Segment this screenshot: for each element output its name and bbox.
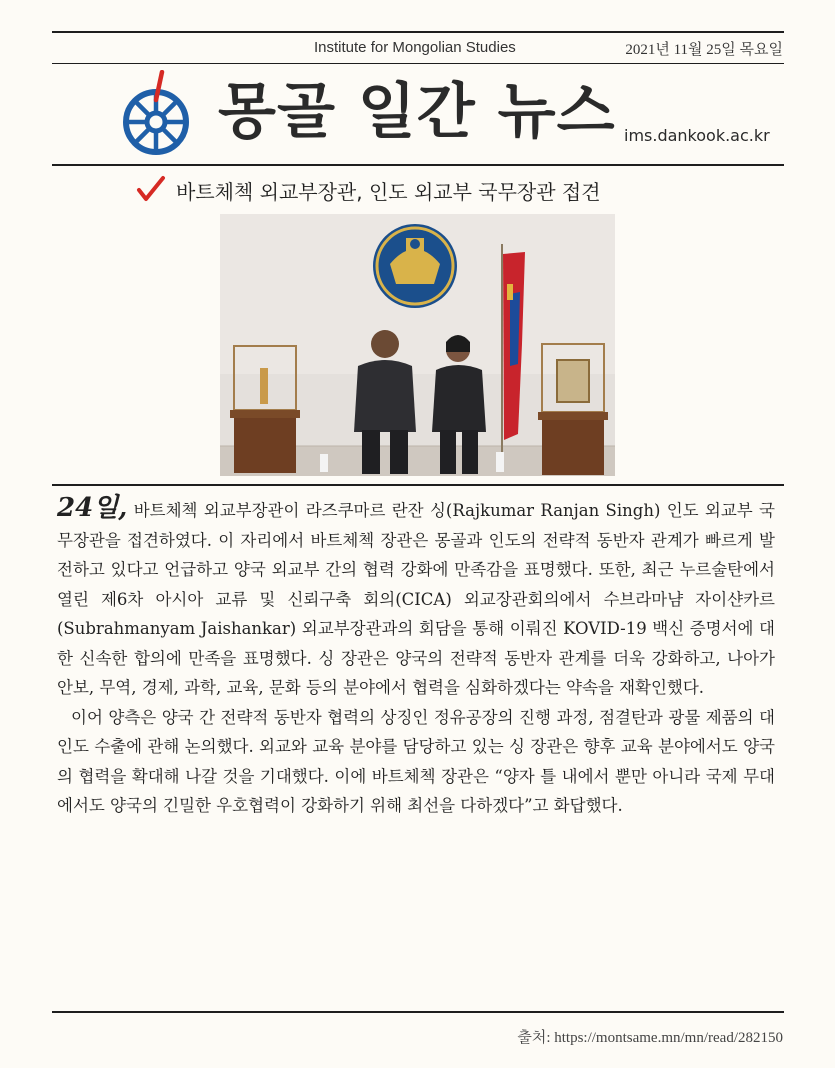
footer-rule — [52, 1011, 784, 1013]
article-photo — [220, 214, 615, 476]
checkmark-icon — [136, 175, 166, 203]
issue-date: 2021년 11월 25일 목요일 — [625, 42, 783, 58]
source-link[interactable]: 출처: https://montsame.mn/mn/read/282150 — [517, 1030, 783, 1046]
photo-rule — [52, 484, 784, 486]
wheel-logo-icon — [118, 70, 194, 160]
paragraph-1 — [57, 494, 775, 703]
article-headline: 바트체첵 외교부장관, 인도 외교부 국무장관 접견 — [176, 180, 601, 204]
header-rule — [52, 63, 784, 64]
article-body — [57, 494, 775, 821]
site-url: ims.dankook.ac.kr — [624, 126, 770, 145]
institute-name: Institute for Mongolian Studies — [314, 39, 516, 56]
masthead-title: 몽골 일간 뉴스 — [218, 77, 616, 147]
lead-date: 24일, — [57, 493, 128, 523]
paragraph-2: 이어 양측은 양국 간 전략적 동반자 협력의 상징인 정유공장의 진행 과정, 점결탄과 광물 제품의 대인도 수출에 관해 논의했다. 외교와 교육 분야를 담당하고 있는 싱 장관은 향후 교육 분야에서도 양국의 협력을 확대해 나갈 것을 기대했다. 이에 바트체첵 장관은 “양자 틀 내에서 뿐만 아니라 국제 무대에서도 양국의 긴밀한 우호협력이 강화하기 위해 최선을 다하겠다”고 화답했다. — [57, 707, 775, 815]
masthead-rule — [52, 164, 784, 166]
top-rule — [52, 31, 784, 33]
paragraph-1-text: 바트체첵 외교부장관이 라즈쿠마르 란잔 싱(Rajkumar Ranjan Singh) 인도 외교부 국무장관을 접견하였다. 이 자리에서 바트체첵 장관은 몽골과 인도의 전략적 동반자 관계가 빠르게 발전하고 있다고 언급하고 양국 외교부 간의 협력 강화에 만족감을 표명했다. 또한, 최근 누르술탄에서 열린 제6차 아시아 교류 및 신뢰구축 회의(CICA) 외교장관회의에서 수브라마냠 자이샨카르(Subrahmanyam Jaishankar) 외교부장관과의 회담을 통해 이뤄진 KOVID-19 백신 증명서에 대한 신속한 합의에 만족을 표명했다. 싱 장관은 양국의 전략적 동반자 관계를 더욱 강화하고, 나아가 안보, 무역, 경제, 과학, 교육, 문화 등의 분야에서 협력을 심화하겠다는 약속을 재확인했다. — [57, 501, 775, 697]
